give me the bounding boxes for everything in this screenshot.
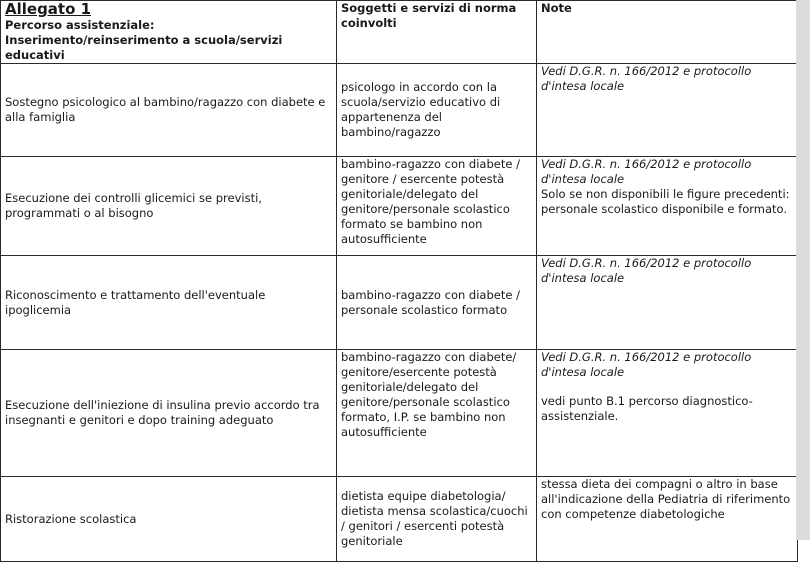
document-title: Allegato 1 (5, 0, 92, 18)
subjects-cell: psicologo in accordo con la scuola/servizio educativo di appartenenza del bambino/ragazzo (337, 64, 537, 157)
note-extra: vedi punto B.1 percorso diagnostico-assistenziale. (541, 394, 753, 423)
scan-margin (796, 0, 810, 540)
note-extra: Solo se non disponibili le figure precedenti: personale scolastico disponibile e formato. (541, 187, 790, 216)
subjects-cell: bambino-ragazzo con diabete/ genitore/esercente potestà genitoriale/delegato del genitore/personale scolastico formato, I.P. se bambino non autosufficiente (337, 350, 537, 477)
notes-cell (537, 256, 798, 350)
activity-cell: Riconoscimento e trattamento dell'eventuale ipoglicemia (1, 256, 337, 350)
activity-cell: Esecuzione dell'iniezione di insulina previo accordo tra insegnanti e genitori e dopo training adeguato (1, 350, 337, 477)
notes-cell (537, 350, 798, 477)
note-reference: Vedi D.G.R. n. 166/2012 e protocollo d'intesa locale (541, 256, 752, 285)
column-header-notes: Note (537, 1, 798, 64)
table-header-row (1, 1, 798, 64)
note-reference: Vedi D.G.R. n. 166/2012 e protocollo d'intesa locale (541, 350, 752, 379)
subjects-cell: dietista equipe diabetologia/ dietista mensa scolastica/cuochi / genitori / esercenti potestà genitoriale (337, 477, 537, 562)
subjects-cell: bambino-ragazzo con diabete / personale scolastico formato (337, 256, 537, 350)
table-row (1, 477, 798, 562)
note-extra: stessa dieta dei compagni o altro in base all'indicazione della Pediatria di riferimento con competenze diabetologiche (541, 477, 791, 521)
notes-cell (537, 477, 798, 562)
table-row (1, 157, 798, 256)
table-row (1, 64, 798, 157)
note-reference: Vedi D.G.R. n. 166/2012 e protocollo d'intesa locale (541, 64, 752, 93)
pathway-name: Inserimento/reinserimento a scuola/servizi educativi (5, 33, 283, 62)
notes-cell (537, 64, 798, 157)
table-row (1, 256, 798, 350)
pathway-label: Percorso assistenziale: (5, 18, 155, 32)
column-header-subjects: Soggetti e servizi di norma coinvolti (337, 1, 537, 64)
activity-cell: Esecuzione dei controlli glicemici se previsti, programmati o al bisogno (1, 157, 337, 256)
subjects-cell: bambino-ragazzo con diabete / genitore / esercente potestà genitoriale/delegato del genitore/personale scolastico formato se bambino non autosufficiente (337, 157, 537, 256)
activity-cell: Ristorazione scolastica (1, 477, 337, 562)
activity-cell: Sostegno psicologico al bambino/ragazzo con diabete e alla famiglia (1, 64, 337, 157)
notes-cell (537, 157, 798, 256)
header-title-cell (1, 1, 337, 64)
table-row (1, 350, 798, 477)
note-reference: Vedi D.G.R. n. 166/2012 e protocollo d'intesa locale (541, 157, 752, 186)
